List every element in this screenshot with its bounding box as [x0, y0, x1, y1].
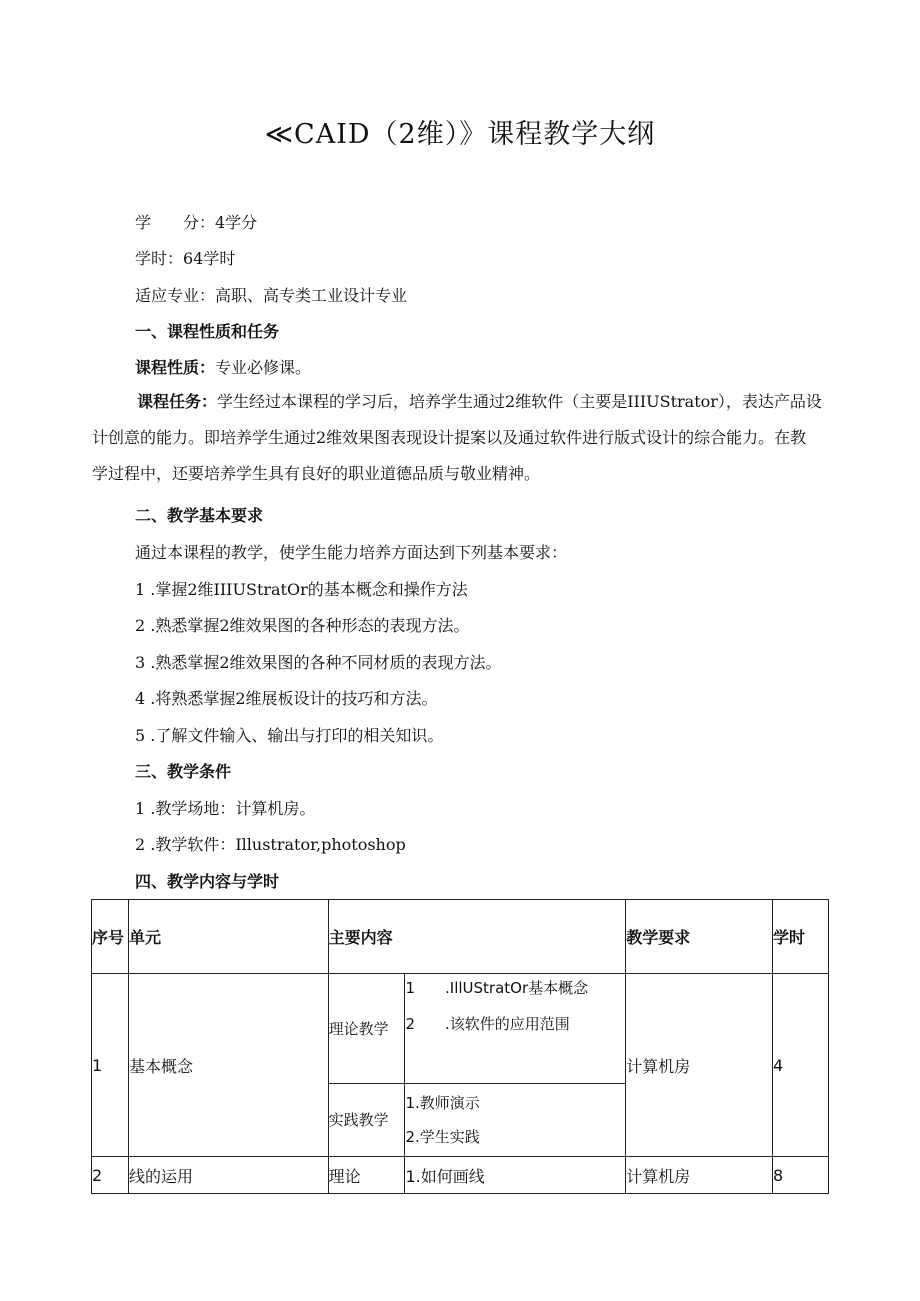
theory-item: 1 .IllUStratOr基本概念 [405, 979, 589, 997]
theory-item: 2 .该软件的应用范围 [405, 1015, 570, 1033]
practice-item: 2.学生实践 [405, 1128, 480, 1146]
nature-label: 课程性质： [135, 358, 216, 377]
credits-line: 学 分：4学分 [135, 213, 258, 232]
table-row [92, 974, 829, 1084]
section-heading-4: 四、教学内容与学时 [135, 872, 280, 891]
section-heading-1: 一、课程性质和任务 [135, 322, 280, 341]
header-unit: 单元 [128, 900, 328, 974]
theory-label: 理论教学 [328, 974, 405, 1084]
content-hours-table [91, 899, 829, 1194]
section-heading-3: 三、教学条件 [135, 762, 232, 781]
row-hours: 8 [773, 1157, 829, 1194]
header-hours: 学时 [773, 900, 829, 974]
header-require: 教学要求 [626, 900, 773, 974]
practice-item: 1.教师演示 [405, 1094, 480, 1112]
cond-item: 2 .教学软件：Illustrator,photoshop [135, 835, 406, 854]
hours-line: 学时：64学时 [135, 249, 236, 268]
req-intro: 通过本课程的教学，使学生能力培养方面达到下列基本要求： [135, 543, 568, 562]
course-nature [135, 355, 311, 378]
theory-items [405, 974, 626, 1084]
row-hours: 4 [773, 974, 829, 1157]
row-require: 计算机房 [626, 1157, 773, 1194]
page-title: ≪CAID（2维）》课程教学大纲 [264, 119, 656, 150]
cond-item: 1 .教学场地：计算机房。 [135, 799, 316, 818]
task-text: 学生经过本课程的学习后，培养学生通过2维软件（主要是IIIUStrator），表达产品设计创意的能力。即培养学生通过2维效果图表现设计提案以及通过软件进行版式设计的综合能力。在教学过程中，还要培养学生具有良好的职业道德品质与敬业精神。 [92, 392, 822, 483]
req-item: 1 .掌握2维IIIUStratOr的基本概念和操作方法 [135, 580, 468, 599]
table-row [92, 1157, 829, 1194]
section-heading-2: 二、教学基本要求 [135, 506, 264, 525]
theory-label: 理论 [328, 1157, 405, 1194]
req-item: 3 .熟悉掌握2维效果图的各种不同材质的表现方法。 [135, 653, 502, 672]
practice-label: 实践教学 [328, 1084, 405, 1157]
row-no: 2 [92, 1157, 129, 1194]
req-item: 2 .熟悉掌握2维效果图的各种形态的表现方法。 [135, 616, 470, 635]
header-content: 主要内容 [328, 900, 626, 974]
major-line: 适应专业：高职、高专类工业设计专业 [135, 286, 408, 305]
practice-items [405, 1084, 626, 1157]
row-unit: 基本概念 [128, 974, 328, 1157]
req-item: 4 .将熟悉掌握2维展板设计的技巧和方法。 [135, 689, 438, 708]
theory-item: 1.如何画线 [405, 1157, 626, 1194]
row-unit: 线的运用 [128, 1157, 328, 1194]
header-no: 序号 [92, 900, 129, 974]
course-task [92, 384, 822, 492]
row-require: 计算机房 [626, 974, 773, 1157]
req-item: 5 .了解文件输入、输出与打印的相关知识。 [135, 726, 444, 745]
row-no: 1 [92, 974, 129, 1157]
nature-value: 专业必修课。 [215, 358, 312, 377]
table-header-row [92, 900, 829, 974]
task-label: 课程任务： [137, 392, 218, 411]
